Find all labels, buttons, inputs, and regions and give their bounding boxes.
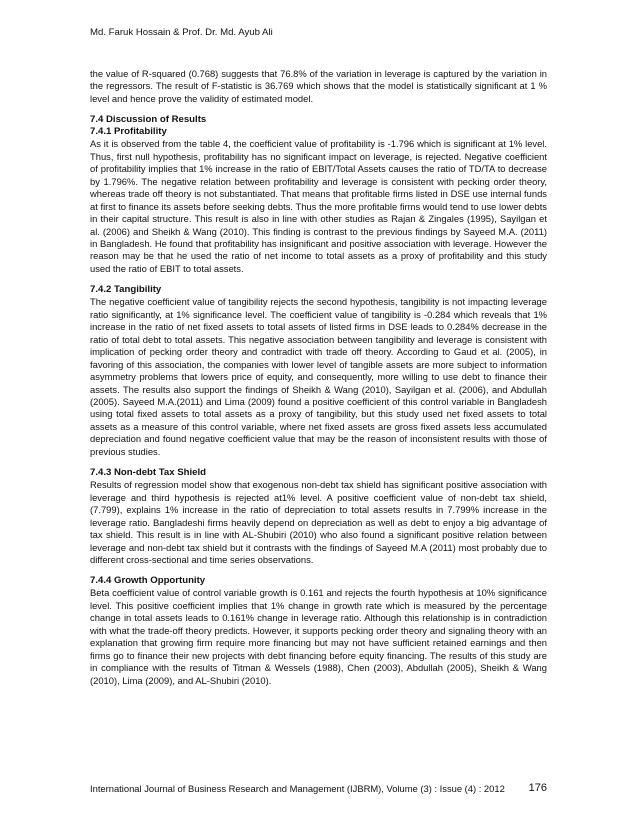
journal-citation: International Journal of Business Research and Management (IJBRM), Volume (3) : Issue (4) : 2012 — [90, 783, 505, 794]
subsection-title-tangibility: 7.4.2 Tangibility — [90, 284, 162, 296]
subsection-title-non-debt-tax-shield: 7.4.3 Non-debt Tax Shield — [90, 467, 207, 479]
paragraph-non-debt-tax-shield: Results of regression model show that exogenous non-debt tax shield has significant positive association with leverage and third hypothesis is rejected at1% level. A positive coefficient value of non-debt tax shield, (7.799), explains 1% increase in the ratio of depreciation to total assets results in 7.799% increase in the leverage ratio. Bangladeshi firms heavily depend on depreciation as well as debt to enjoy a big advantage of tax shield. This result is in line with AL-Shubiri (2010) who also found a significant positive relation between leverage and non-debt tax shield but it contrasts with the findings of Sayeed M.A (2011) most probably due to different cross-sectional and time series observations. — [90, 479, 547, 565]
subsection-title-growth-opportunity: 7.4.4 Growth Opportunity — [90, 575, 206, 587]
page-number: 176 — [528, 782, 547, 794]
paragraph-tangibility: The negative coefficient value of tangibility rejects the second hypothesis, tangibility is not impacting leverage ratio significantly, at 1% significance level. The coefficient value of tangibility is -0.284 which reveals that 1% increase in the ratio of net fixed assets to total assets of listed firms in DSE leads to 0.284% decrease in the ratio of total debt to total assets. This negative association between tangibility and leverage is consistent with implication of pecking order theory and contradict with trade off theory. According to Gaud et al. (2005), in favoring of this association, the companies with lower level of tangible assets are more subject to information asymmetry problems that lowers price of equity, and consequently, more willing to use debt to finance their assets. The results also support the findings of Sheikh & Wang (2010), Sayilgan et al. (2006), and Abdullah (2005). Sayeed M.A.(2011) and Lima (2009) found a positive coefficient of this control variable in Bangladesh using total fixed assets to total assets as a proxy of tangibility, but this study used net fixed assets to total assets as a measure of this control variable, where net fixed assets are gross fixed assets less accumulated depreciation and found negative coefficient value that may be the reason of inconsistent results with those of previous studies. — [90, 296, 547, 457]
subsection-title-profitability: 7.4.1 Profitability — [90, 126, 167, 138]
page-body — [90, 68, 547, 696]
intro-paragraph: the value of R-squared (0.768) suggests that 76.8% of the variation in leverage is captured by the variation in the regressors. The result of F-statistic is 36.769 which shows that the model is statistically significant at 1 % level and hence prove the validity of estimated model. — [90, 68, 547, 104]
paragraph-profitability: As it is observed from the table 4, the coefficient value of profitability is -1.796 which is significant at 1% level. Thus, first null hypothesis, profitability has no significant impact on leverage, is rejected. Negative coefficient of profitability implies that 1% increase in the ratio of EBIT/Total Assets causes the ratio of TD/TA to decrease by 1.796%. The negative relation between profitability and leverage is consistent with pecking order theory, whereas trade off theory is not substantiated. That means that profitable firms listed in DSE use internal funds at first to finance its assets before seeking debts. Thus the more profitable firms would tend to use lower debts in their capital structure. This result is also in line with other studies as Rajan & Zingales (1995), Sayilgan et al. (2006) and Sheikh & Wang (2010). This finding is contrast to the previous findings by Sayeed M.A. (2011) in Bangladesh. He found that profitability has insignificant and positive association with leverage. However the reason may be that he used the ratio of net income to total assets as a proxy of profitability and this study used the ratio of EBIT to total assets. — [90, 138, 547, 274]
section-title: 7.4 Discussion of Results — [90, 114, 207, 126]
paragraph-growth-opportunity: Beta coefficient value of control variable growth is 0.161 and rejects the fourth hypothesis at 10% significance level. This positive coefficient implies that 1% change in growth rate which is measured by the percentage change in total assets leads to 0.161% change in leverage ratio. Although this relationship is in contradiction with what the trade-off theory predicts. However, it supports pecking order theory and signaling theory with an explanation that growing firm require more financing but may not have sufficient retained earnings and then firms go to finance their new projects with debt financing before equity financing. The results of this study are in compliance with the results of Titman & Wessels (1988), Chen (2003), Abdullah (2005), Sheikh & Wang (2010), Lima (2009), and AL-Shubiri (2010). — [90, 587, 547, 686]
running-header: Md. Faruk Hossain & Prof. Dr. Md. Ayub Ali — [90, 27, 273, 38]
